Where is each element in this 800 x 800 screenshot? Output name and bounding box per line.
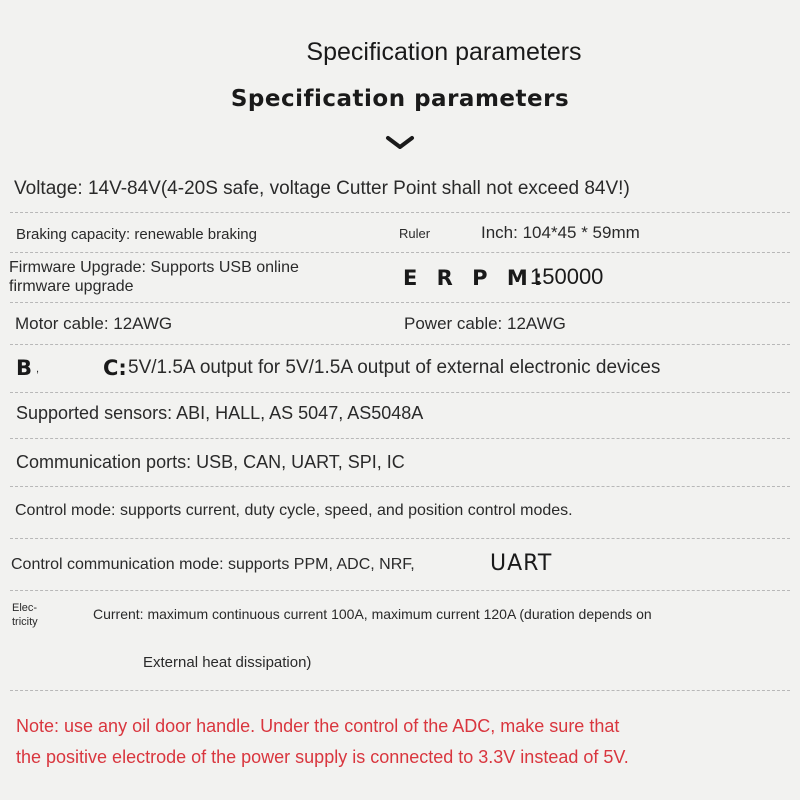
sensors-spec: Supported sensors: ABI, HALL, AS 5047, AS5048A <box>16 403 424 423</box>
voltage-spec: Voltage: 14V-84V(4-20S safe, voltage Cutter Point shall not exceed 84V!) <box>14 178 630 199</box>
row-divider <box>10 212 790 213</box>
ruler-value: Inch: 104*45 * 59mm <box>481 223 640 242</box>
heat-spec: External heat dissipation) <box>143 654 312 671</box>
page-title-top: Specification parameters <box>306 38 582 66</box>
control-mode-spec: Control mode: supports current, duty cycle, speed, and position control modes. <box>15 502 573 519</box>
bec-letter-c: C: <box>103 356 127 380</box>
erpm-value: 150000 <box>530 264 604 289</box>
comm-ports-spec: Communication ports: USB, CAN, UART, SPI, IC <box>16 452 405 472</box>
row-divider <box>10 252 790 253</box>
page-title: Specification parameters <box>230 86 570 112</box>
control-comm-uart: UART <box>490 551 553 576</box>
braking-spec: Braking capacity: renewable braking <box>16 226 257 243</box>
bec-spec: 5V/1.5A output for 5V/1.5A output of external electronic devices <box>128 357 661 378</box>
row-divider <box>10 438 790 439</box>
row-divider <box>10 486 790 487</box>
ruler-label: Ruler <box>399 226 431 241</box>
row-divider <box>10 392 790 393</box>
erpm-label: E R P M: <box>403 266 549 290</box>
current-spec: Current: maximum continuous current 100A, maximum current 120A (duration depends on <box>93 606 652 622</box>
row-divider <box>10 538 790 539</box>
control-comm-spec: Control communication mode: supports PPM, ADC, NRF, <box>11 556 415 573</box>
firmware-spec: Firmware Upgrade: Supports USB online firmware upgrade <box>9 259 299 295</box>
electricity-label-2: tricity <box>12 616 38 628</box>
row-divider <box>10 690 790 691</box>
note-line-2: the positive electrode of the power supply is connected to 3.3V instead of 5V. <box>16 747 629 767</box>
power-cable-spec: Power cable: 12AWG <box>404 314 566 333</box>
row-divider <box>10 590 790 591</box>
row-divider <box>10 344 790 345</box>
bec-letter-b: B <box>16 356 33 380</box>
electricity-label-1: Elec- <box>12 602 38 614</box>
bec-comma: , <box>36 363 40 375</box>
row-divider <box>10 302 790 303</box>
chevron-down-icon <box>384 134 416 152</box>
motor-cable-spec: Motor cable: 12AWG <box>15 314 173 333</box>
note-line-1: Note: use any oil door handle. Under the control of the ADC, make sure that <box>16 716 620 736</box>
